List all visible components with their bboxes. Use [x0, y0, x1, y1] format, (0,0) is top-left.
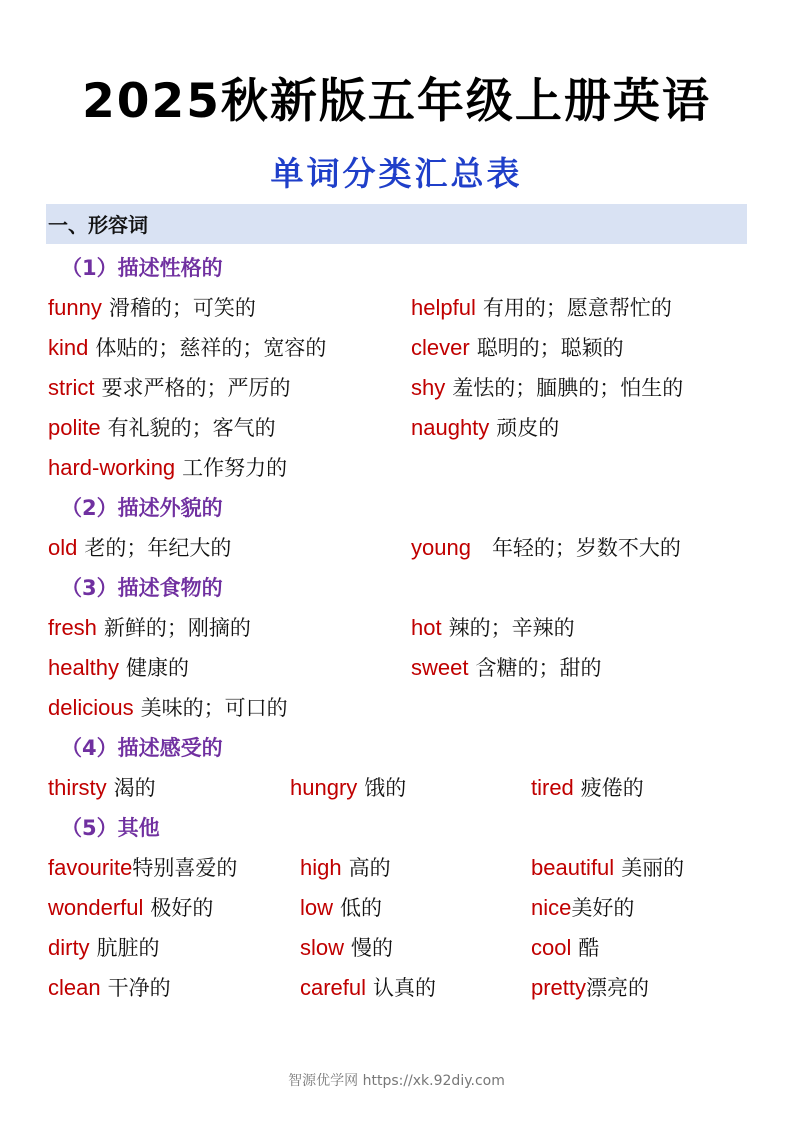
vocab-meaning: 肮脏的 [96, 936, 160, 960]
vocab-entry [48, 452, 287, 485]
vocab-entry [300, 892, 382, 925]
vocab-entry [48, 292, 256, 325]
vocab-meaning: 疲倦的 [580, 776, 644, 800]
vocab-word: tired [531, 775, 574, 800]
vocab-meaning: 工作努力的 [182, 456, 288, 480]
vocab-row [48, 852, 748, 884]
vocab-meaning: 有用的；愿意帮忙的 [482, 296, 672, 320]
vocab-meaning: 慢的 [351, 936, 394, 960]
vocab-word: thirsty [48, 775, 107, 800]
vocab-entry [48, 412, 276, 445]
vocab-word: beautiful [531, 855, 615, 880]
vocab-entry [411, 612, 575, 645]
vocab-meaning: 极好的 [150, 896, 214, 920]
vocab-entry [531, 772, 644, 805]
vocab-meaning: 低的 [340, 896, 383, 920]
vocab-meaning: 辣的；辛辣的 [448, 616, 575, 640]
vocab-row [48, 372, 748, 404]
vocab-entry [48, 772, 156, 805]
vocab-entry [411, 652, 601, 685]
vocab-word: strict [48, 375, 95, 400]
subsection-others: （5）其他 [61, 816, 160, 840]
vocab-row [48, 652, 748, 684]
vocab-row [48, 412, 748, 444]
vocab-meaning: 认真的 [373, 976, 437, 1000]
vocab-entry [48, 932, 160, 965]
vocab-row [48, 532, 748, 564]
vocab-word: delicious [48, 695, 134, 720]
vocab-word: helpful [411, 295, 476, 320]
vocab-meaning: 干净的 [107, 976, 171, 1000]
vocab-row [48, 932, 748, 964]
vocab-row [48, 772, 748, 804]
vocab-entry [411, 332, 624, 365]
vocab-word: funny [48, 295, 102, 320]
subsection-personality: （1）描述性格的 [61, 256, 223, 280]
vocab-word: naughty [411, 415, 490, 440]
vocab-word: old [48, 535, 78, 560]
vocab-meaning: 高的 [348, 856, 391, 880]
subsection-food: （3）描述食物的 [61, 576, 223, 600]
vocab-entry [411, 532, 681, 565]
vocab-meaning: 新鲜的；刚摘的 [103, 616, 251, 640]
vocab-word: low [300, 895, 334, 920]
vocab-word: shy [411, 375, 446, 400]
vocab-row [48, 292, 748, 324]
vocab-meaning: 老的；年纪大的 [84, 536, 232, 560]
vocab-word: clean [48, 975, 101, 1000]
vocab-meaning: 有礼貌的；客气的 [107, 416, 276, 440]
vocab-row [48, 452, 748, 484]
subsection-appearance: （2）描述外貌的 [61, 496, 223, 520]
section-title: 一、形容词 [48, 213, 148, 237]
vocab-entry [48, 532, 231, 565]
vocab-entry [290, 772, 406, 805]
vocab-entry [300, 972, 436, 1005]
vocab-entry [48, 892, 213, 925]
subsection-feelings: （4）描述感受的 [61, 736, 223, 760]
vocab-meaning: 饿的 [364, 776, 407, 800]
vocab-meaning: 年轻的；岁数不大的 [491, 536, 681, 560]
vocab-word: healthy [48, 655, 119, 680]
vocab-meaning: 顽皮的 [496, 416, 560, 440]
vocab-word: nice [531, 895, 572, 920]
vocab-meaning: 漂亮的 [586, 976, 650, 1000]
vocab-entry [531, 852, 684, 885]
vocab-word: sweet [411, 655, 469, 680]
vocab-meaning: 体贴的；慈祥的；宽容的 [95, 336, 327, 360]
section-header-bar [46, 204, 747, 244]
vocab-entry [300, 932, 393, 965]
vocab-row [48, 892, 748, 924]
vocab-entry [300, 852, 391, 885]
vocab-meaning: 美丽的 [621, 856, 685, 880]
page-subtitle: 单词分类汇总表 [270, 154, 523, 193]
vocab-entry [48, 692, 288, 725]
vocab-word: polite [48, 415, 101, 440]
vocab-word: high [300, 855, 342, 880]
page-title: 2025秋新版五年级上册英语 [82, 74, 711, 129]
footer-watermark: 智源优学网 https://xk.92diy.com [288, 1073, 505, 1089]
vocab-meaning: 含糖的；甜的 [475, 656, 602, 680]
vocab-entry [531, 892, 634, 925]
vocab-meaning: 美好的 [571, 896, 635, 920]
vocab-word: favourite [48, 855, 133, 880]
vocab-word: careful [300, 975, 367, 1000]
vocab-entry [48, 332, 326, 365]
vocab-word: hungry [290, 775, 358, 800]
vocab-word: hot [411, 615, 442, 640]
vocab-meaning: 羞怯的；腼腆的；怕生的 [452, 376, 684, 400]
vocab-meaning: 特别喜爱的 [132, 856, 238, 880]
vocab-meaning: 渴的 [113, 776, 156, 800]
vocab-row [48, 972, 748, 1004]
vocab-entry [411, 372, 683, 405]
vocab-word: hard-working [48, 455, 176, 480]
vocab-meaning: 酷 [578, 936, 600, 960]
vocab-meaning: 要求严格的；严厉的 [101, 376, 291, 400]
vocab-meaning: 聪明的；聪颖的 [476, 336, 624, 360]
vocab-row [48, 332, 748, 364]
vocab-entry [48, 652, 189, 685]
vocab-word: fresh [48, 615, 97, 640]
vocab-entry [531, 932, 599, 965]
vocab-word: wonderful [48, 895, 144, 920]
vocab-entry [48, 972, 171, 1005]
vocab-word: clever [411, 335, 470, 360]
vocab-entry [411, 292, 672, 325]
vocab-entry [531, 972, 649, 1005]
vocab-meaning: 美味的；可口的 [140, 696, 288, 720]
vocab-word: cool [531, 935, 572, 960]
vocab-entry [48, 372, 290, 405]
vocab-word: slow [300, 935, 345, 960]
vocab-entry [48, 612, 251, 645]
vocab-entry [411, 412, 559, 445]
vocab-row [48, 692, 748, 724]
vocab-entry [48, 852, 237, 885]
vocab-meaning: 滑稽的；可笑的 [108, 296, 256, 320]
vocab-meaning: 健康的 [125, 656, 189, 680]
vocab-word: kind [48, 335, 89, 360]
vocab-word: young [411, 535, 471, 560]
vocab-word: dirty [48, 935, 90, 960]
vocab-row [48, 612, 748, 644]
vocab-word: pretty [531, 975, 587, 1000]
